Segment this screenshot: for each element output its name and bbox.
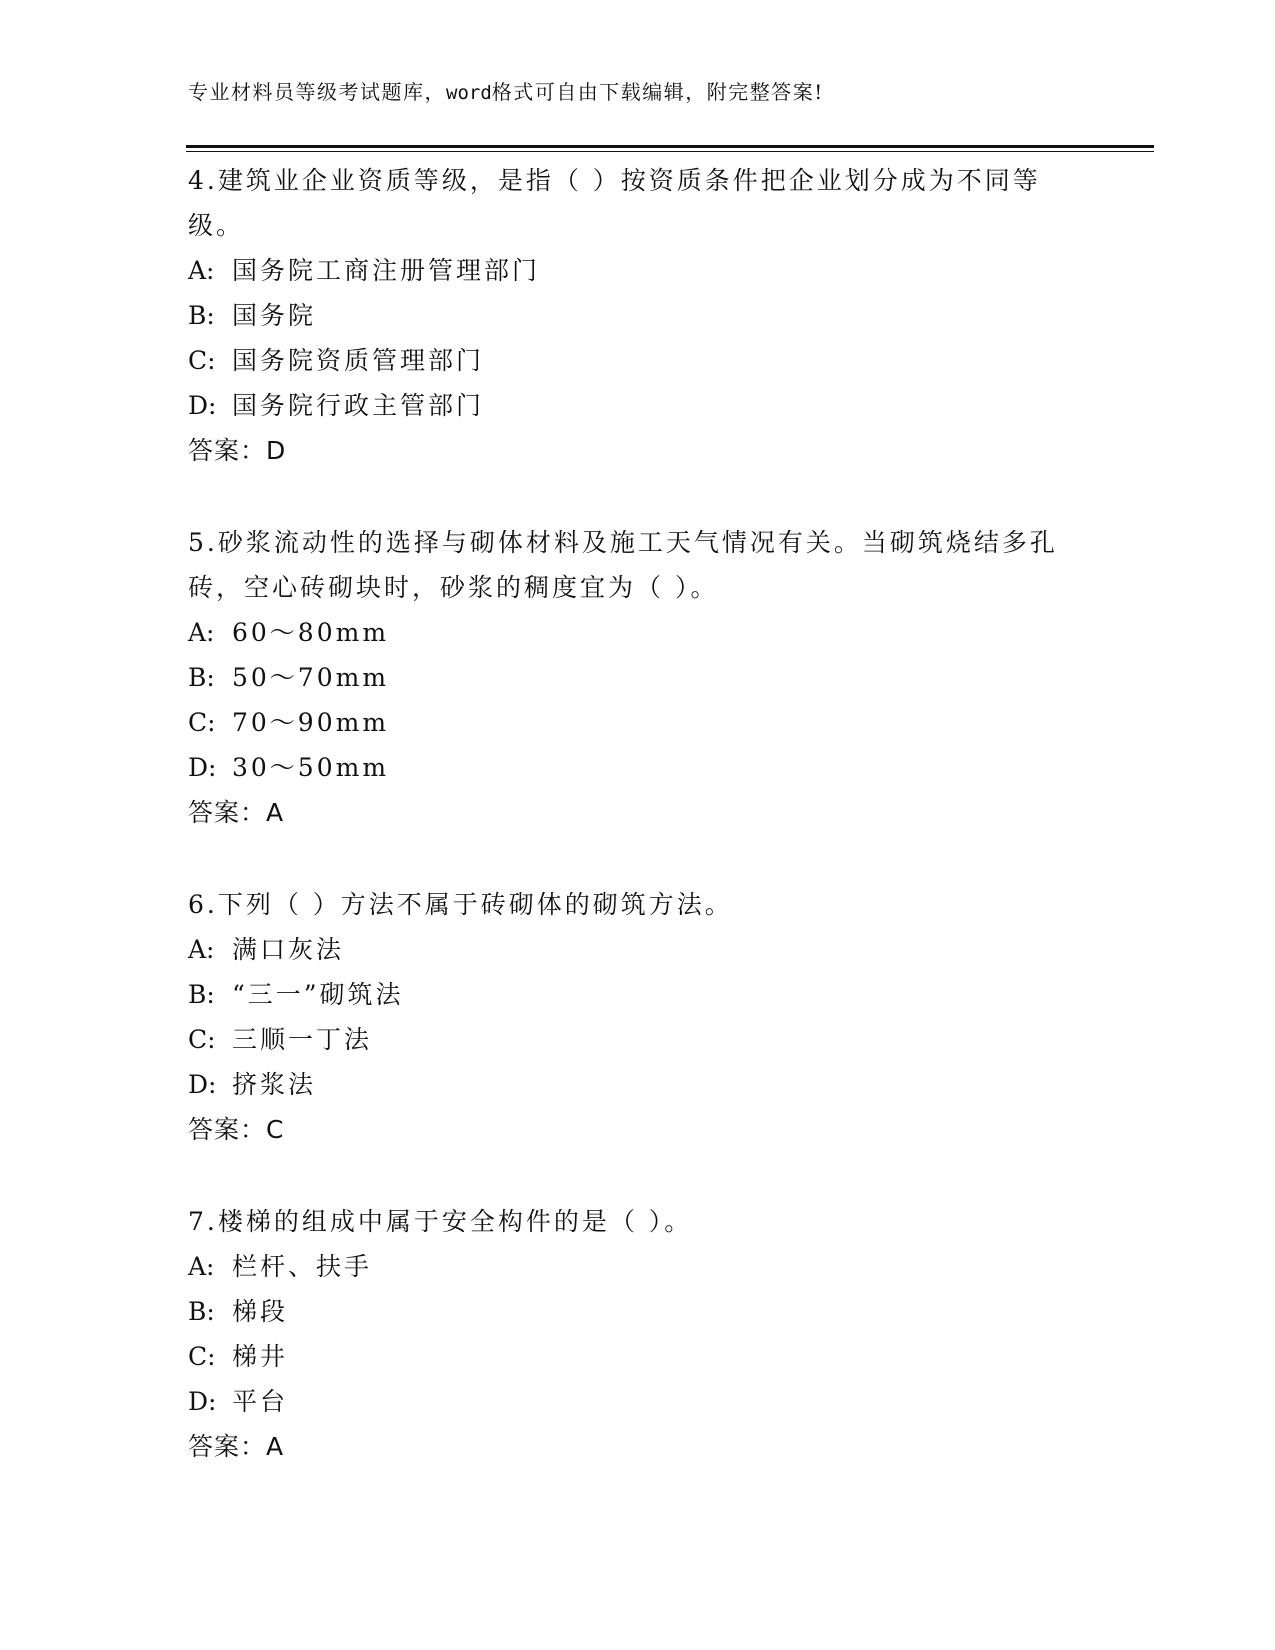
option-text: 梯段 bbox=[232, 1297, 289, 1326]
question-spacer bbox=[188, 473, 1088, 520]
header-text-after: 格式可自由下载编辑，附完整答案! bbox=[491, 80, 824, 104]
option-a bbox=[188, 610, 1088, 655]
option-text: 30～50mm bbox=[232, 753, 390, 782]
option-c bbox=[188, 700, 1088, 745]
header-rule-thin bbox=[186, 151, 1154, 152]
option-text: 满口灰法 bbox=[232, 935, 345, 964]
answer-line: 答案：A bbox=[188, 798, 285, 827]
option-text: 60～80mm bbox=[232, 618, 390, 647]
question-6 bbox=[188, 882, 1088, 1152]
option-label: D: bbox=[188, 1070, 217, 1099]
option-b bbox=[188, 655, 1088, 700]
option-text: 国务院 bbox=[232, 301, 317, 330]
page-header bbox=[188, 76, 824, 105]
option-a bbox=[188, 927, 1088, 972]
option-text: 国务院行政主管部门 bbox=[232, 391, 485, 420]
option-label: A: bbox=[188, 935, 215, 964]
option-text: 50～70mm bbox=[232, 663, 390, 692]
option-label: B: bbox=[188, 301, 215, 330]
option-c bbox=[188, 1334, 1088, 1379]
option-b bbox=[188, 1289, 1088, 1334]
option-text: 平台 bbox=[232, 1387, 289, 1416]
option-label: A: bbox=[188, 1252, 215, 1281]
option-label: B: bbox=[188, 663, 215, 692]
option-label: D: bbox=[188, 1387, 217, 1416]
question-4 bbox=[188, 158, 1088, 473]
question-stem: 7.楼梯的组成中属于安全构件的是（ ）。 bbox=[188, 1207, 693, 1236]
question-spacer bbox=[188, 1152, 1088, 1199]
option-label: A: bbox=[188, 256, 215, 285]
option-text: 三顺一丁法 bbox=[232, 1025, 373, 1054]
option-text: 国务院资质管理部门 bbox=[232, 346, 485, 375]
question-stem: 6.下列（ ）方法不属于砖砌体的砌筑方法。 bbox=[188, 890, 733, 919]
option-label: C: bbox=[188, 1342, 216, 1371]
option-text: 国务院工商注册管理部门 bbox=[232, 256, 541, 285]
question-stem: 4.建筑业企业资质等级，是指（ ）按资质条件把企业划分成为不同等级。 bbox=[188, 166, 1041, 240]
question-stem: 5.砂浆流动性的选择与砌体材料及施工天气情况有关。当砌筑烧结多孔砖，空心砖砌块时，砂浆的稠度宜为（ ）。 bbox=[188, 528, 1058, 602]
option-label: A: bbox=[188, 618, 215, 647]
answer-line: 答案：A bbox=[188, 1432, 285, 1461]
option-d bbox=[188, 1379, 1088, 1424]
header-rule-thick bbox=[186, 145, 1154, 148]
option-label: C: bbox=[188, 1025, 216, 1054]
option-text: 梯井 bbox=[232, 1342, 289, 1371]
question-7 bbox=[188, 1199, 1088, 1469]
option-a bbox=[188, 1244, 1088, 1289]
option-label: C: bbox=[188, 708, 216, 737]
question-spacer bbox=[188, 835, 1088, 882]
option-b bbox=[188, 293, 1088, 338]
option-label: D: bbox=[188, 391, 217, 420]
option-text: 栏杆、扶手 bbox=[232, 1252, 373, 1281]
option-text: 挤浆法 bbox=[232, 1070, 317, 1099]
option-label: B: bbox=[188, 1297, 215, 1326]
header-text-before: 专业材料员等级考试题库， bbox=[188, 80, 446, 104]
option-label: D: bbox=[188, 753, 217, 782]
option-text: “三一”砌筑法 bbox=[232, 980, 404, 1009]
answer-line: 答案：D bbox=[188, 436, 287, 465]
option-d bbox=[188, 1062, 1088, 1107]
header-text-mono: word bbox=[446, 82, 492, 104]
question-list bbox=[188, 158, 1088, 1469]
option-b bbox=[188, 972, 1088, 1017]
option-label: C: bbox=[188, 346, 216, 375]
option-d bbox=[188, 745, 1088, 790]
answer-line: 答案：C bbox=[188, 1115, 285, 1144]
option-d bbox=[188, 383, 1088, 428]
option-c bbox=[188, 1017, 1088, 1062]
question-5 bbox=[188, 520, 1088, 835]
option-label: B: bbox=[188, 980, 215, 1009]
option-a bbox=[188, 248, 1088, 293]
option-text: 70～90mm bbox=[232, 708, 390, 737]
option-c bbox=[188, 338, 1088, 383]
